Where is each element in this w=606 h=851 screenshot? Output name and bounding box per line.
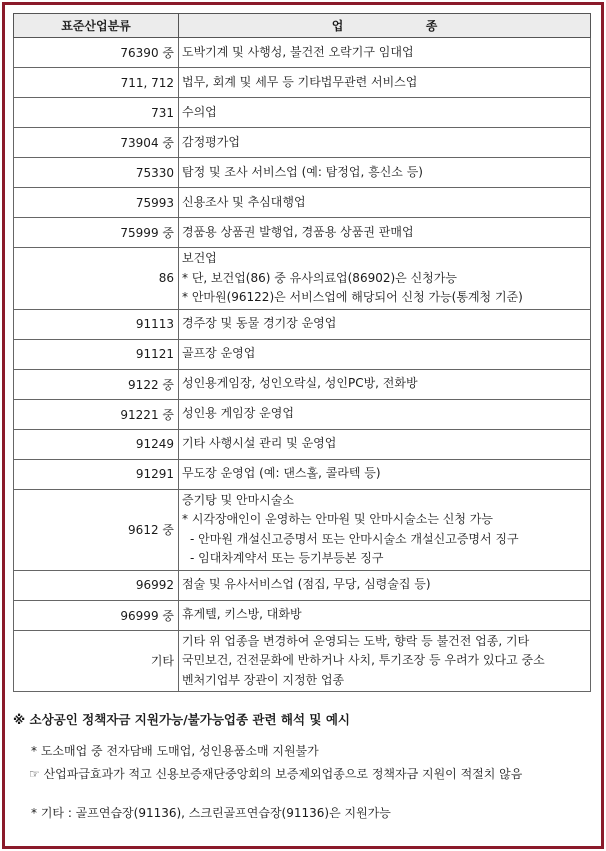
- industry-line: 기타 사행시설 관리 및 운영업: [182, 436, 337, 451]
- table-row: [14, 218, 591, 248]
- table-row: [14, 369, 591, 399]
- industry-code: 86: [14, 248, 179, 310]
- industry-code: 75993: [14, 188, 179, 218]
- industry-line: - 안마원 개설신고증명서 또는 안마시술소 개설신고증명서 징구: [190, 531, 519, 546]
- header-industry: [179, 14, 591, 38]
- industry-line: 국민보건, 건전문화에 반하거나 사치, 투기조장 등 우려가 있다고 중소: [182, 653, 545, 667]
- header-code: 표준산업분류: [14, 14, 179, 38]
- table-row: [14, 98, 591, 128]
- document-body: [13, 13, 591, 821]
- industry-code: 91221 중: [14, 399, 179, 429]
- restricted-industry-table: [13, 13, 591, 692]
- table-row: [14, 38, 591, 68]
- industry-description: [179, 309, 591, 339]
- industry-description: [179, 128, 591, 158]
- industry-code: 75999 중: [14, 218, 179, 248]
- industry-code: 91113: [14, 309, 179, 339]
- industry-line: 경품용 상품권 발행업, 경품용 상품권 판매업: [182, 224, 414, 239]
- industry-description: [179, 429, 591, 459]
- industry-line: * 단, 보건업(86) 중 유사의료업(86902)은 신청가능: [182, 270, 457, 285]
- notes-title: ※ 소상공인 정책자금 지원가능/불가능업종 관련 해석 및 예시: [13, 712, 350, 727]
- industry-line: 수의업: [182, 104, 217, 119]
- industry-line: 성인용 게임장 운영업: [182, 406, 294, 421]
- industry-line: 증기탕 및 안마시술소: [182, 492, 294, 507]
- document-frame: [2, 2, 604, 849]
- industry-description: [179, 68, 591, 98]
- notes-section: [13, 710, 591, 821]
- industry-line: 성인용게임장, 성인오락실, 성인PC방, 전화방: [182, 376, 418, 391]
- industry-description: [179, 600, 591, 630]
- industry-code: 91249: [14, 429, 179, 459]
- industry-description: [179, 218, 591, 248]
- table-row: [14, 158, 591, 188]
- table-header-row: [14, 14, 591, 38]
- industry-code: 76390 중: [14, 38, 179, 68]
- industry-line: - 임대차계약서 또는 등기부등본 징구: [190, 551, 384, 565]
- industry-description: [179, 339, 591, 369]
- industry-line: 탐정 및 조사 서비스업 (예: 탐정업, 흥신소 등): [182, 164, 423, 179]
- table-row: [14, 570, 591, 600]
- industry-line: 신용조사 및 추심대행업: [182, 194, 306, 209]
- industry-line: 보건업: [182, 251, 217, 265]
- table-row: [14, 188, 591, 218]
- industry-description: [179, 38, 591, 68]
- table-row: [14, 459, 591, 489]
- industry-description: [179, 399, 591, 429]
- table-row: [14, 309, 591, 339]
- industry-description: [179, 248, 591, 310]
- table-row: [14, 248, 591, 310]
- industry-description: [179, 98, 591, 128]
- industry-description: [179, 158, 591, 188]
- industry-line: 법무, 회계 및 세무 등 기타법무관련 서비스업: [182, 74, 418, 89]
- industry-code: 75330: [14, 158, 179, 188]
- industry-description: [179, 570, 591, 600]
- table-row: [14, 429, 591, 459]
- industry-line: 도박기계 및 사행성, 불건전 오락기구 임대업: [182, 44, 414, 59]
- industry-code: 91291: [14, 459, 179, 489]
- industry-code: 91121: [14, 339, 179, 369]
- industry-description: [179, 369, 591, 399]
- industry-code: 96999 중: [14, 600, 179, 630]
- industry-code: 기타: [14, 630, 179, 692]
- industry-line: 경주장 및 동물 경기장 운영업: [182, 316, 337, 331]
- industry-code: 731: [14, 98, 179, 128]
- header-industry-char-1: 업: [331, 19, 344, 33]
- note-item-2: ☞ 산업파급효과가 적고 신용보증재단중앙회의 보증제외업종으로 정책자금 지원이 적절치 않음: [29, 767, 523, 781]
- industry-line: 점술 및 유사서비스업 (점집, 무당, 심령술집 등): [182, 577, 431, 592]
- table-row: [14, 489, 591, 570]
- table-row: [14, 128, 591, 158]
- table-body: [14, 38, 591, 692]
- industry-line: 무도장 운영업 (예: 댄스홀, 콜라텍 등): [182, 466, 381, 481]
- industry-line: 휴게텔, 키스방, 대화방: [182, 607, 302, 622]
- industry-description: [179, 630, 591, 692]
- industry-code: 9122 중: [14, 369, 179, 399]
- industry-code: 711, 712: [14, 68, 179, 98]
- table-row: [14, 600, 591, 630]
- table-row: [14, 399, 591, 429]
- note-item-3: * 기타 : 골프연습장(91136), 스크린골프연습장(91136)은 지원가능: [31, 806, 391, 820]
- table-row: [14, 630, 591, 692]
- industry-line: * 시각장애인이 운영하는 안마원 및 안마시술소는 신청 가능: [182, 512, 493, 526]
- industry-line: 벤처기업부 장관이 지정한 업종: [182, 672, 345, 687]
- header-industry-char-2: 종: [425, 19, 438, 33]
- industry-code: 73904 중: [14, 128, 179, 158]
- note-item-1: * 도소매업 중 전자담배 도매업, 성인용품소매 지원불가: [31, 744, 319, 758]
- industry-line: 감정평가업: [182, 134, 240, 149]
- industry-description: [179, 489, 591, 570]
- industry-line: 골프장 운영업: [182, 346, 256, 361]
- industry-code: 9612 중: [14, 489, 179, 570]
- industry-code: 96992: [14, 570, 179, 600]
- table-row: [14, 339, 591, 369]
- industry-description: [179, 459, 591, 489]
- industry-line: * 안마원(96122)은 서비스업에 해당되어 신청 가능(통계청 기준): [182, 290, 523, 304]
- table-row: [14, 68, 591, 98]
- industry-description: [179, 188, 591, 218]
- industry-line: 기타 위 업종을 변경하여 운영되는 도박, 향락 등 불건전 업종, 기타: [182, 633, 530, 648]
